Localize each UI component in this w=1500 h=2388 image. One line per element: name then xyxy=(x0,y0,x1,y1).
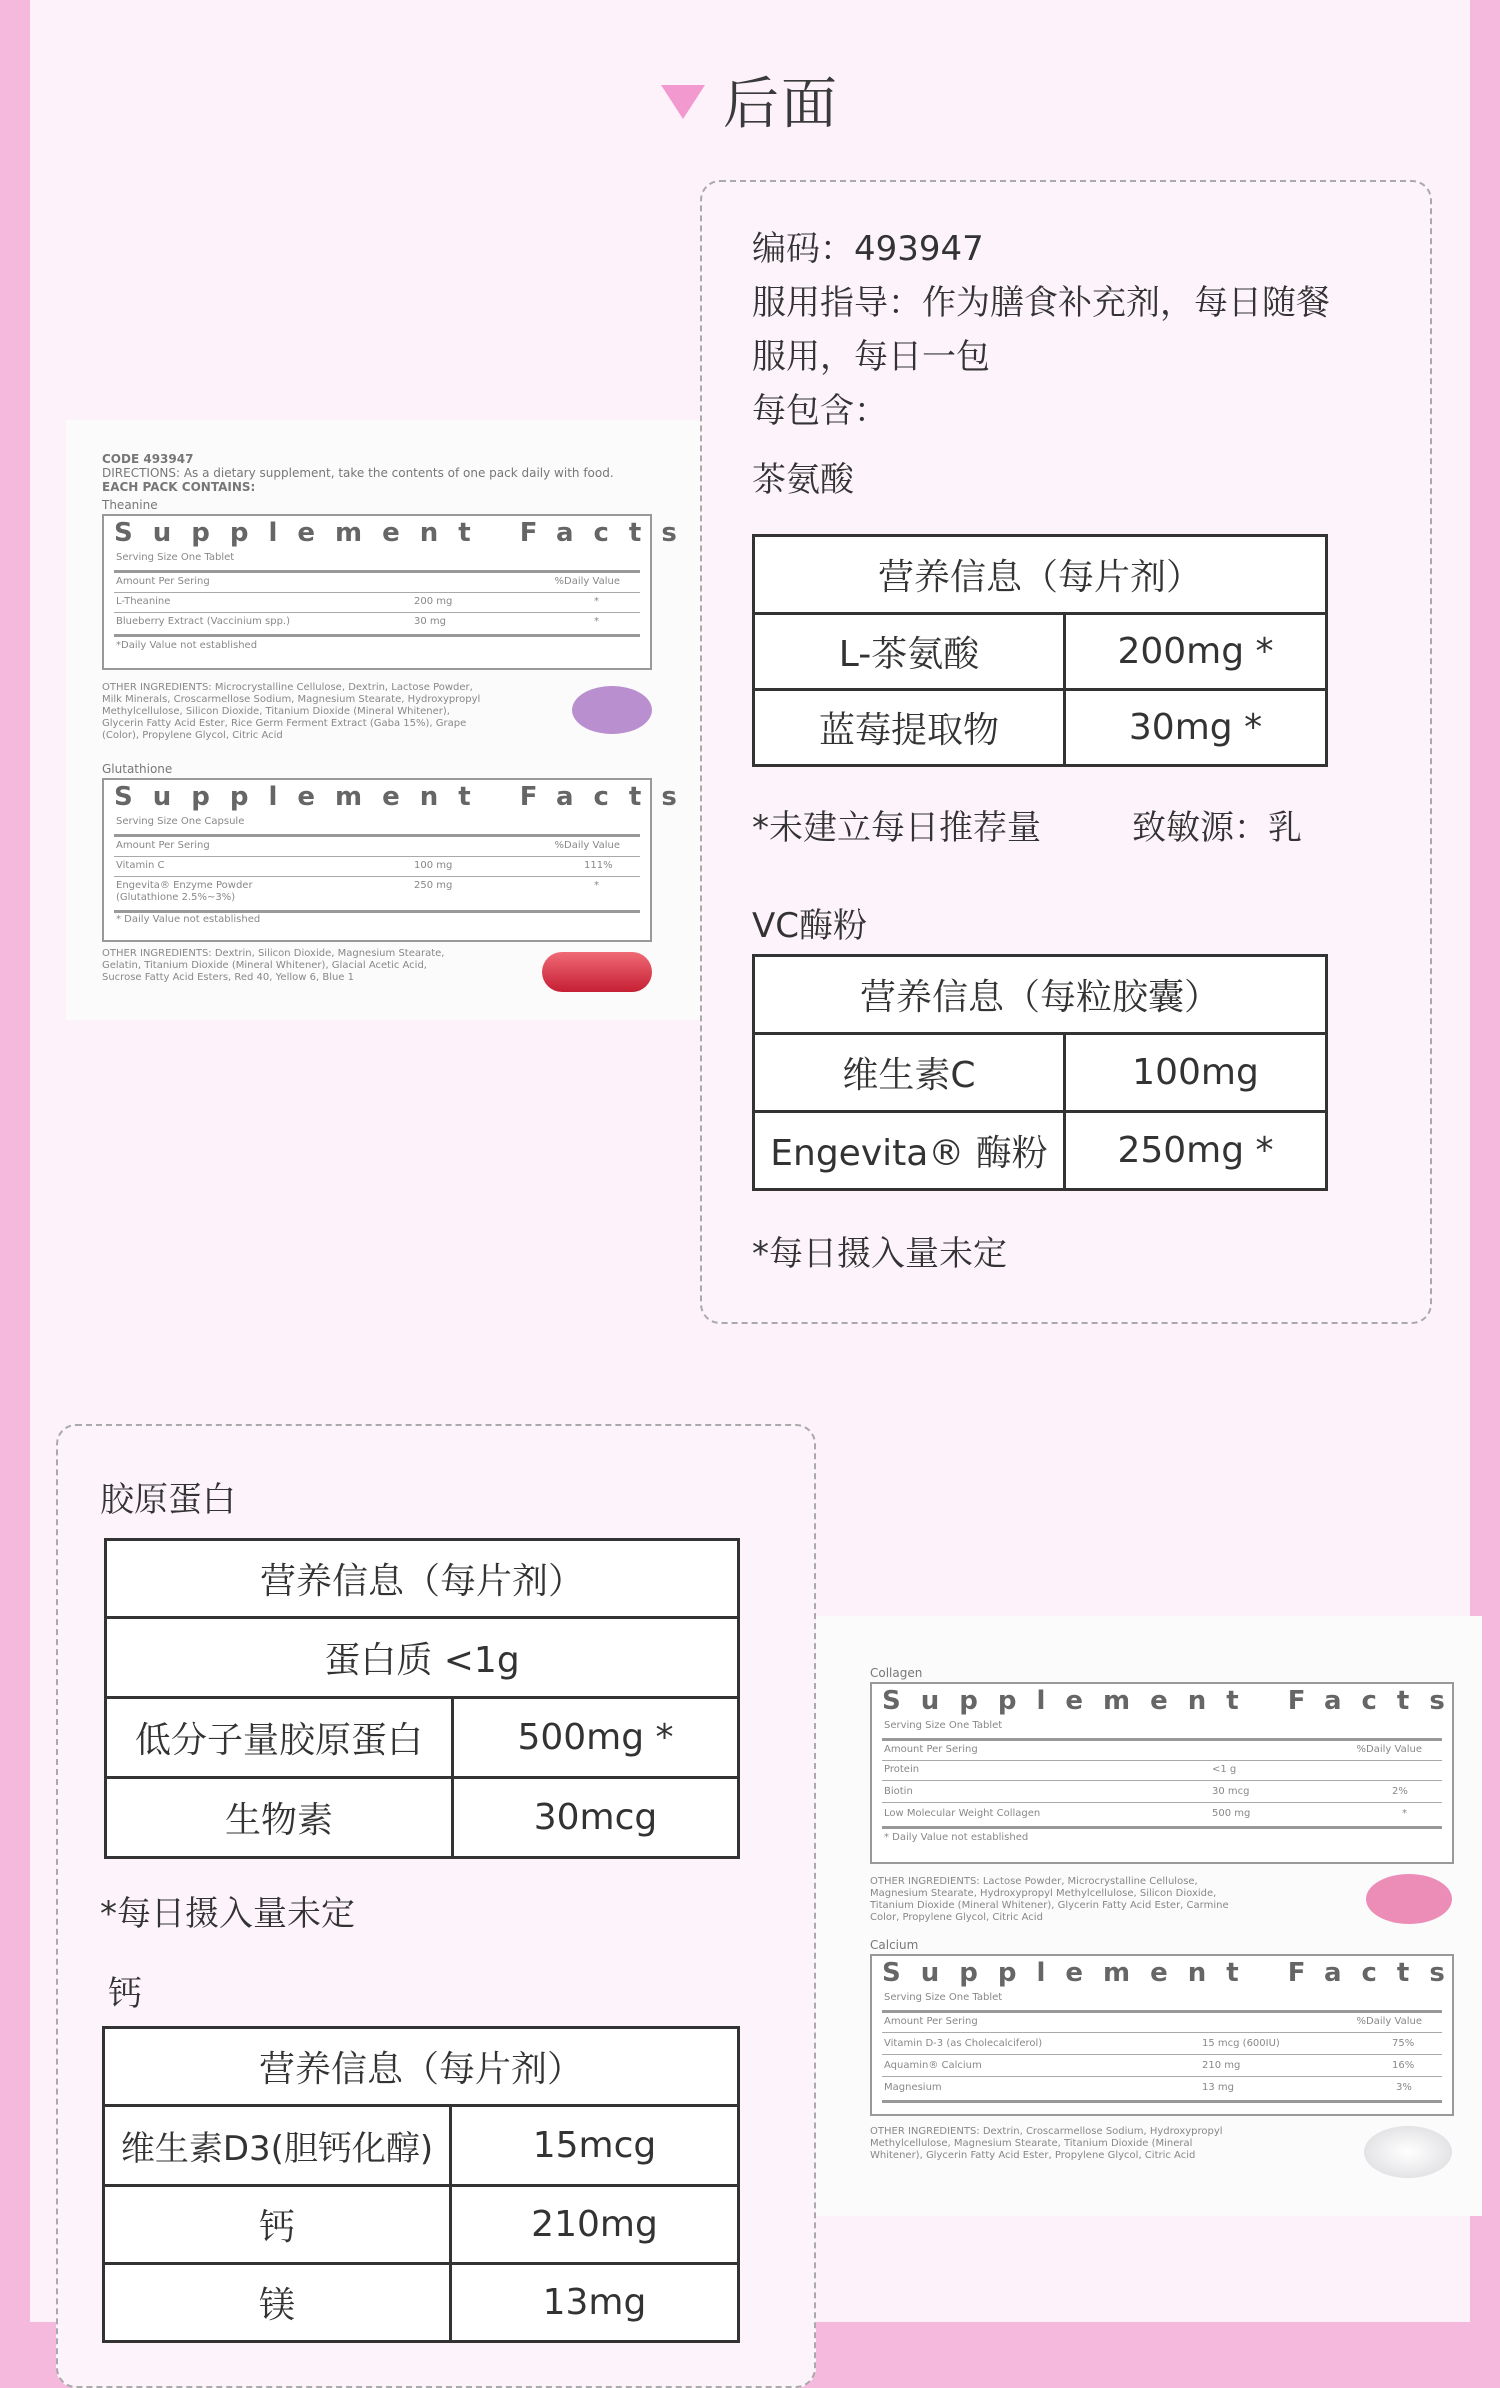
white-tablet-image xyxy=(1364,2126,1452,2178)
collagen-nutrition-table xyxy=(104,1538,740,1859)
calcium-section-title: 钙 xyxy=(108,1974,142,2014)
glutathione-label-name: Glutathione xyxy=(102,762,173,776)
label-directions: DIRECTIONS: As a dietary supplement, take the contents of one pack daily with food. xyxy=(102,466,614,480)
calcium-row-1-amount: 210mg xyxy=(451,2186,739,2264)
glutathione-row-2-name: (Glutathione 2.5%~3%) xyxy=(116,892,236,903)
glutathione-row-0-amount: 100 mg xyxy=(414,860,453,871)
theanine-row-0-name: L-Theanine xyxy=(116,596,171,607)
table-row xyxy=(106,1698,739,1778)
theanine-row-1-amount: 30mg * xyxy=(1065,690,1327,766)
theanine-other-2: Milk Minerals, Croscarmellose Sodium, Magnesium Stearate, Hydroxypropyl xyxy=(102,694,481,705)
calcium-nutrition-table xyxy=(102,2026,740,2343)
vc-row-0-amount: 100mg xyxy=(1065,1034,1327,1112)
calcium-dv-header: %Daily Value xyxy=(1356,2016,1422,2027)
calcium-row-2-amount: 13 mg xyxy=(1202,2082,1234,2093)
allergen-note: 致敏源：乳 xyxy=(1132,808,1302,848)
vc-section-title: VC酶粉 xyxy=(752,906,867,946)
triangle-down-icon xyxy=(661,85,705,119)
collagen-row-1-amount: 30mcg xyxy=(453,1778,739,1858)
collagen-other-2: Magnesium Stearate, Hydroxypropyl Methylcellulose, Silicon Dioxide, xyxy=(870,1888,1217,1899)
collagen-row-0-amount: <1 g xyxy=(1212,1764,1237,1775)
calcium-row-0-name: Vitamin D-3 (as Cholecalciferol) xyxy=(884,2038,1043,2049)
theanine-amount-per: Amount Per Sering xyxy=(116,576,210,587)
calcium-row-0-amount: 15mcg xyxy=(451,2106,739,2186)
contains-line: 每包含： xyxy=(752,391,888,431)
right-info-card xyxy=(700,180,1432,1324)
collagen-row-0-name: 低分子量胶原蛋白 xyxy=(106,1698,453,1778)
theanine-other-3: Methylcellulose, Silicon Dioxide, Titanium Dioxide (Mineral Whitener), xyxy=(102,706,450,717)
theanine-row-1-name: 蓝莓提取物 xyxy=(754,690,1065,766)
theanine-nutrition-table xyxy=(752,534,1328,767)
table-row xyxy=(754,690,1327,766)
collagen-row-1-name: Biotin xyxy=(884,1786,913,1797)
collagen-dv-header: %Daily Value xyxy=(1356,1744,1422,1755)
theanine-serving: Serving Size One Tablet xyxy=(116,552,235,563)
glutathione-row-1-name: Engevita® Enzyme Powder xyxy=(116,880,253,891)
theanine-row-0-dv: * xyxy=(594,596,599,607)
collagen-section-title: 胶原蛋白 xyxy=(100,1480,236,1520)
calcium-label-name: Calcium xyxy=(870,1938,919,1952)
calcium-other-1: OTHER INGREDIENTS: Dextrin, Croscarmellose Sodium, Hydroxypropyl xyxy=(870,2126,1223,2137)
table-row xyxy=(754,1112,1327,1190)
calcium-row-1-name: 钙 xyxy=(104,2186,451,2264)
direction-line-1: 服用指导：作为膳食补充剂，每日随餐 xyxy=(752,283,1330,323)
purple-tablet-image xyxy=(572,686,652,734)
page-header xyxy=(30,60,1470,140)
collagen-row-0-amount: 500mg * xyxy=(453,1698,739,1778)
glutathione-facts-title: Supplement Facts xyxy=(114,782,697,812)
theanine-row-1-amount: 30 mg xyxy=(414,616,446,627)
glutathione-dv-header: %Daily Value xyxy=(554,840,620,851)
calcium-table-header: 营养信息（每片剂） xyxy=(104,2028,739,2106)
calcium-amount-per: Amount Per Sering xyxy=(884,2016,978,2027)
collagen-table-header: 营养信息（每片剂） xyxy=(106,1540,739,1618)
calcium-row-2-dv: 3% xyxy=(1396,2082,1412,2093)
collagen-note: *每日摄入量未定 xyxy=(100,1894,355,1934)
glutathione-other-1: OTHER INGREDIENTS: Dextrin, Silicon Dioxide, Magnesium Stearate, xyxy=(102,948,445,959)
calcium-row-1-name: Aquamin® Calcium xyxy=(884,2060,982,2071)
calcium-serving: Serving Size One Tablet xyxy=(884,1992,1003,2003)
theanine-row-0-name: L-茶氨酸 xyxy=(754,614,1065,690)
header-title: 后面 xyxy=(723,72,839,137)
collagen-label-name: Collagen xyxy=(870,1666,923,1680)
label-each-pack: EACH PACK CONTAINS: xyxy=(102,480,256,494)
collagen-facts-box xyxy=(870,1682,1465,1864)
glutathione-row-0-dv: 111% xyxy=(584,860,613,871)
theanine-section-title: 茶氨酸 xyxy=(752,460,854,500)
collagen-amount-per: Amount Per Sering xyxy=(884,1744,978,1755)
theanine-table-header: 营养信息（每片剂） xyxy=(754,536,1327,614)
collagen-facts-title: Supplement Facts xyxy=(882,1686,1465,1716)
calcium-facts-box xyxy=(870,1954,1465,2116)
collagen-serving: Serving Size One Tablet xyxy=(884,1720,1003,1731)
label-image-bottom xyxy=(816,1616,1482,2216)
collagen-other-1: OTHER INGREDIENTS: Lactose Powder, Microcrystalline Cellulose, xyxy=(870,1876,1198,1887)
calcium-row-1-dv: 16% xyxy=(1392,2060,1415,2071)
calcium-facts-title: Supplement Facts xyxy=(882,1958,1465,1988)
theanine-dv-header: %Daily Value xyxy=(554,576,620,587)
collagen-protein-row: 蛋白质 <1g xyxy=(106,1618,739,1698)
calcium-other-3: Whitener), Glycerin Fatty Acid Ester, Propylene Glycol, Citric Acid xyxy=(870,2150,1196,2161)
calcium-other-2: Methylcellulose, Magnesium Stearate, Titanium Dioxide (Mineral xyxy=(870,2138,1193,2149)
glutathione-row-1-amount: 250 mg xyxy=(414,880,453,891)
theanine-row-1-name: Blueberry Extract (Vaccinium spp.) xyxy=(116,616,290,627)
theanine-other-4: Glycerin Fatty Acid Ester, Rice Germ Ferment Extract (Gaba 15%), Grape xyxy=(102,718,467,729)
glutathione-other-3: Sucrose Fatty Acid Esters, Red 40, Yellow 6, Blue 1 xyxy=(102,972,354,983)
glutathione-serving: Serving Size One Capsule xyxy=(116,816,245,827)
theanine-row-0-amount: 200 mg xyxy=(414,596,453,607)
label-image-top xyxy=(66,420,726,1020)
calcium-row-2-name: Magnesium xyxy=(884,2082,942,2093)
table-row xyxy=(104,2264,739,2342)
theanine-footnote: *Daily Value not established xyxy=(116,640,258,651)
calcium-row-0-dv: 75% xyxy=(1392,2038,1415,2049)
theanine-row-1-dv: * xyxy=(594,616,599,627)
theanine-row-0-amount: 200mg * xyxy=(1065,614,1327,690)
calcium-row-0-name: 维生素D3(胆钙化醇) xyxy=(104,2106,451,2186)
collagen-row-2-dv: * xyxy=(1402,1808,1407,1819)
glutathione-footnote: * Daily Value not established xyxy=(116,914,261,925)
calcium-row-2-amount: 13mg xyxy=(451,2264,739,2342)
left-info-card xyxy=(56,1424,816,2388)
collagen-row-2-name: Low Molecular Weight Collagen xyxy=(884,1808,1041,1819)
red-capsule-image xyxy=(542,952,652,992)
collagen-row-1-name: 生物素 xyxy=(106,1778,453,1858)
label-code: CODE 493947 xyxy=(102,452,194,466)
theanine-other-5: (Color), Propylene Glycol, Citric Acid xyxy=(102,730,283,741)
vc-row-1-amount: 250mg * xyxy=(1065,1112,1327,1190)
vc-table-header: 营养信息（每粒胶囊） xyxy=(754,956,1327,1034)
calcium-row-1-amount: 210 mg xyxy=(1202,2060,1241,2071)
glutathione-row-1-dv: * xyxy=(594,880,599,891)
collagen-row-1-amount: 30 mcg xyxy=(1212,1786,1250,1797)
glutathione-other-2: Gelatin, Titanium Dioxide (Mineral Whitener), Glacial Acetic Acid, xyxy=(102,960,427,971)
collagen-row-2-amount: 500 mg xyxy=(1212,1808,1251,1819)
glutathione-facts-box xyxy=(102,778,697,942)
glutathione-amount-per: Amount Per Sering xyxy=(116,840,210,851)
page-background xyxy=(30,0,1470,2326)
table-row xyxy=(104,2106,739,2186)
theanine-other-1: OTHER INGREDIENTS: Microcrystalline Cellulose, Dextrin, Lactose Powder, xyxy=(102,682,473,693)
code-line: 编码：493947 xyxy=(752,229,984,269)
calcium-row-2-name: 镁 xyxy=(104,2264,451,2342)
theanine-facts-title: Supplement Facts xyxy=(114,518,697,548)
table-row xyxy=(104,2186,739,2264)
collagen-row-0-name: Protein xyxy=(884,1764,920,1775)
theanine-facts-box xyxy=(102,514,697,670)
direction-line-2: 服用，每日一包 xyxy=(752,337,990,377)
collagen-row-1-dv: 2% xyxy=(1392,1786,1408,1797)
theanine-label-name: Theanine xyxy=(102,498,158,512)
vc-row-0-name: 维生素C xyxy=(754,1034,1065,1112)
calcium-row-0-amount: 15 mcg (600IU) xyxy=(1202,2038,1280,2049)
collagen-other-3: Titanium Dioxide (Mineral Whitener), Glycerin Fatty Acid Ester, Carmine xyxy=(870,1900,1229,1911)
glutathione-row-0-name: Vitamin C xyxy=(116,860,165,871)
table-row xyxy=(754,614,1327,690)
vc-row-1-name: Engevita® 酶粉 xyxy=(754,1112,1065,1190)
table-row xyxy=(754,1034,1327,1112)
table-row xyxy=(106,1778,739,1858)
vc-nutrition-table xyxy=(752,954,1328,1191)
vc-note: *每日摄入量未定 xyxy=(752,1234,1007,1274)
collagen-footnote: * Daily Value not established xyxy=(884,1832,1029,1843)
collagen-other-4: Color, Propylene Glycol, Citric Acid xyxy=(870,1912,1043,1923)
theanine-note: *未建立每日推荐量 xyxy=(752,808,1041,848)
pink-tablet-image xyxy=(1366,1874,1452,1924)
